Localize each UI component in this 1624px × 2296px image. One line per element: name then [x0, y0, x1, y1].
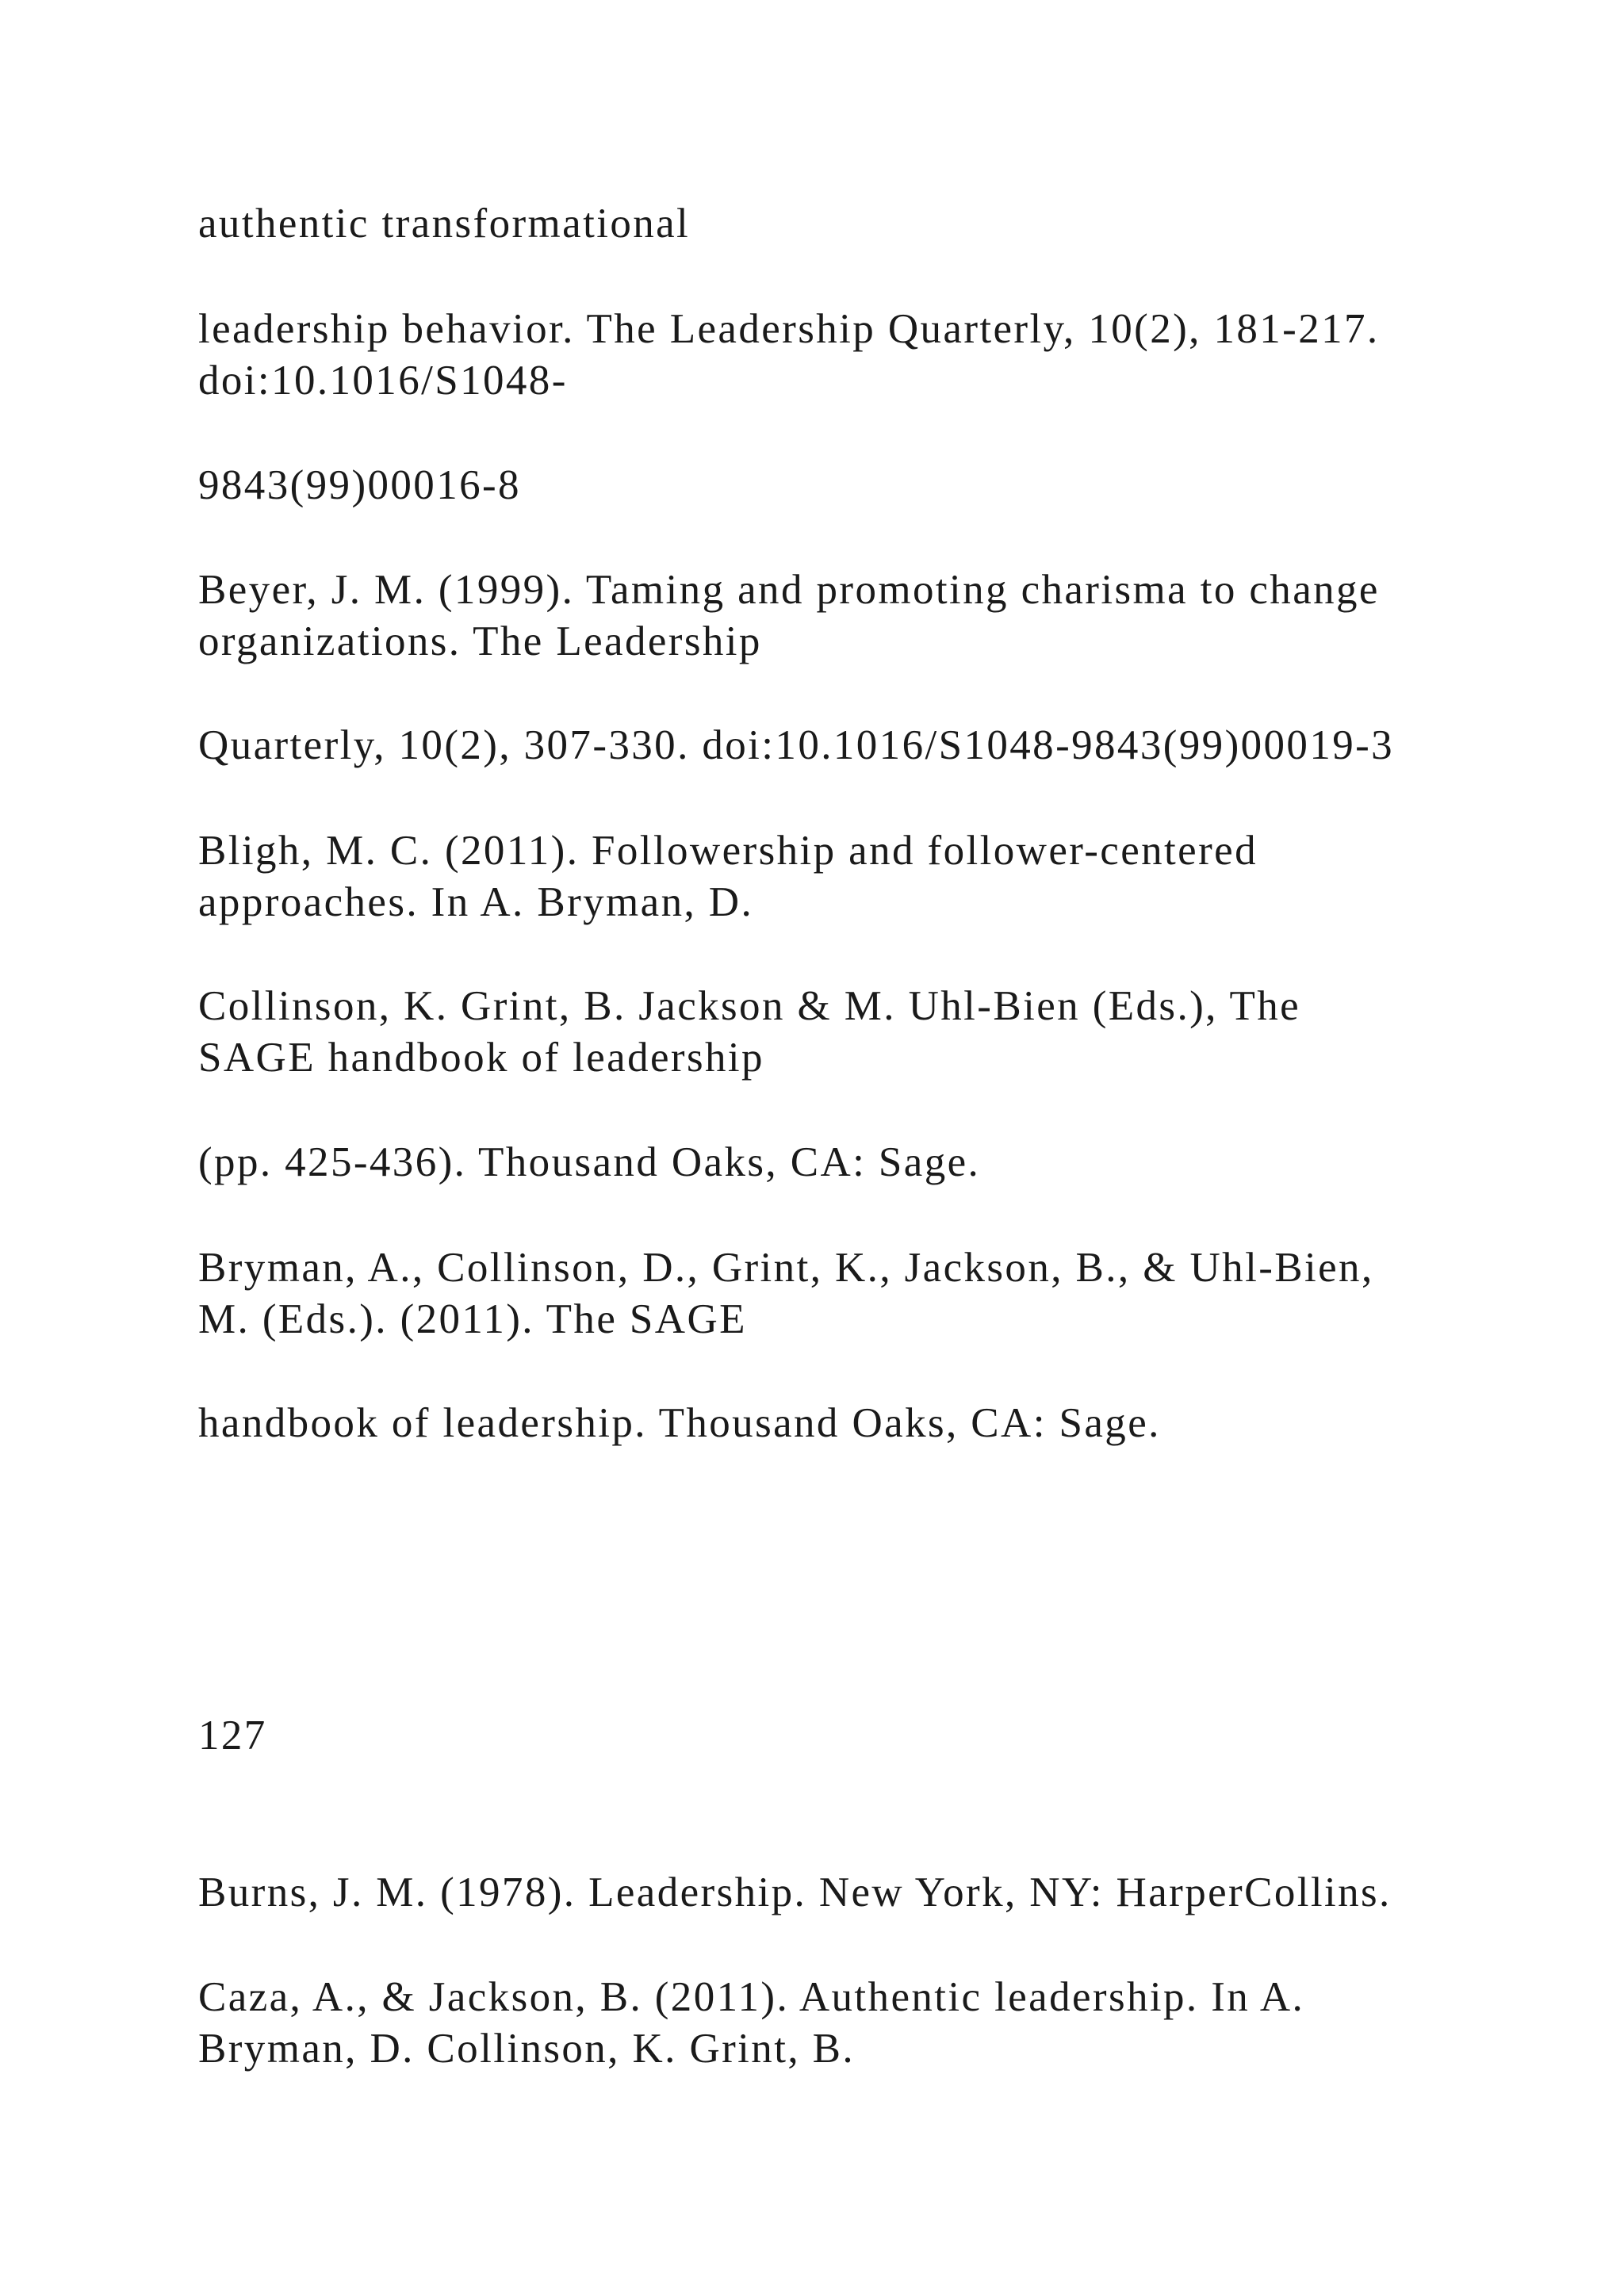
reference-beyer-line-1: Beyer, J. M. (1999). Taming and promoting charisma to change	[198, 567, 1380, 613]
page-number: 127	[198, 1712, 267, 1758]
reference-bryman-line-2: M. (Eds.). (2011). The SAGE	[198, 1296, 747, 1342]
reference-bryman-line-1: Bryman, A., Collinson, D., Grint, K., Jackson, B., & Uhl-Bien,	[198, 1245, 1374, 1291]
reference-bryman-line-3: handbook of leadership. Thousand Oaks, CA: Sage.	[198, 1400, 1161, 1446]
reference-burns: Burns, J. M. (1978). Leadership. New York, NY: HarperCollins.	[198, 1869, 1392, 1915]
reference-bligh-line-1: Bligh, M. C. (2011). Followership and follower-centered	[198, 828, 1258, 874]
paragraph-authentic-transformational: authentic transformational	[198, 201, 691, 247]
reference-beyer-line-3: Quarterly, 10(2), 307-330. doi:10.1016/S1048-9843(99)00019-3	[198, 722, 1395, 768]
reference-caza-line-1: Caza, A., & Jackson, B. (2011). Authentic leadership. In A.	[198, 1974, 1305, 2020]
reference-bligh-line-4: SAGE handbook of leadership	[198, 1035, 764, 1081]
paragraph-leadership-behavior-line-1: leadership behavior. The Leadership Quarterly, 10(2), 181-217.	[198, 306, 1380, 352]
paragraph-doi-continuation: 9843(99)00016-8	[198, 462, 521, 508]
paragraph-leadership-behavior-line-2: doi:10.1016/S1048-	[198, 358, 568, 404]
reference-caza-line-2: Bryman, D. Collinson, K. Grint, B.	[198, 2026, 856, 2072]
reference-beyer-line-2: organizations. The Leadership	[198, 618, 762, 664]
reference-bligh-line-5: (pp. 425-436). Thousand Oaks, CA: Sage.	[198, 1139, 981, 1185]
reference-bligh-line-3: Collinson, K. Grint, B. Jackson & M. Uhl-Bien (Eds.), The	[198, 983, 1301, 1029]
reference-bligh-line-2: approaches. In A. Bryman, D.	[198, 879, 754, 925]
